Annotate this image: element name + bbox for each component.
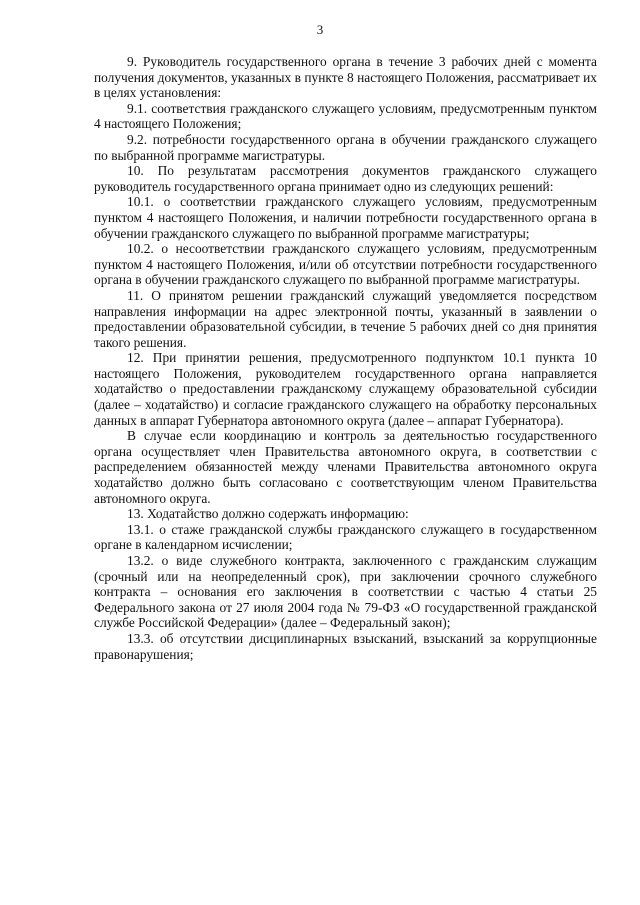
paragraph-10: 10. По результатам рассмотрения документов гражданского служащего руководитель государственного органа принимает одно из следующих решений: — [94, 163, 597, 194]
page-number: 3 — [316, 22, 324, 37]
paragraph-12-coordination: В случае если координацию и контроль за деятельностью государственного органа осуществляет член Правительства автономного округа, в соответствии с распределением обязанностей между членами Правительства автономного округа ходатайство должно быть согласовано с соответствующим членом Правительства автономного округа. — [94, 428, 597, 506]
paragraph-10-1: 10.1. о соответствии гражданского служащего условиям, предусмотренным пунктом 4 настоящего Положения, и наличии потребности государственного органа в обучении гражданского служащего по выбранной программе магистратуры; — [94, 194, 597, 241]
paragraph-9: 9. Руководитель государственного органа в течение 3 рабочих дней с момента получения документов, указанных в пункте 8 настоящего Положения, рассматривает их в целях установления: — [94, 54, 597, 101]
paragraph-13: 13. Ходатайство должно содержать информацию: — [127, 506, 409, 522]
paragraph-10-2: 10.2. о несоответствии гражданского служащего условиям, предусмотренным пунктом 4 настоящего Положения, и/или об отсутствии потребности государственного органа в обучении гражданского служащего по выбранной программе магистратуры. — [94, 241, 597, 288]
paragraph-13-1: 13.1. о стаже гражданской службы гражданского служащего в государственном органе в календарном исчислении; — [94, 521, 597, 553]
paragraph-9-1: 9.1. соответствия гражданского служащего условиям, предусмотренным пунктом 4 настоящего Положения; — [94, 100, 597, 132]
paragraph-9-2: 9.2. потребности государственного органа в обучении гражданского служащего по выбранной программе магистратуры. — [94, 131, 597, 163]
paragraph-13-2: 13.2. о виде служебного контракта, заключенного с гражданским служащим (срочный или на неопределенный срок), при заключении срочного служебного контракта – основания его заключения в соответствии с частью 4 статьи 25 Федерального закона от 27 июля 2004 года № 79-ФЗ «О государственной гражданской службе Российской Федерации» (далее – Федеральный закон); — [94, 553, 597, 631]
paragraph-12: 12. При принятии решения, предусмотренного подпунктом 10.1 пункта 10 настоящего Положения, руководителем государственного органа направляется ходатайство о предоставлении гражданскому служащему образовательной субсидии (далее – ходатайство) и согласие гражданского служащего на обработку персональных данных в аппарат Губернатора автономного округа (далее – аппарат Губернатора). — [94, 350, 597, 428]
paragraph-11: 11. О принятом решении гражданский служащий уведомляется посредством направления информации на адрес электронной почты, указанный в заявлении о предоставлении образовательной субсидии, в течение 5 рабочих дней со дня принятия такого решения. — [94, 287, 597, 350]
paragraph-13-3: 13.3. об отсутствии дисциплинарных взысканий, взысканий за коррупционные правонарушения; — [94, 630, 597, 662]
document-body — [94, 54, 597, 662]
